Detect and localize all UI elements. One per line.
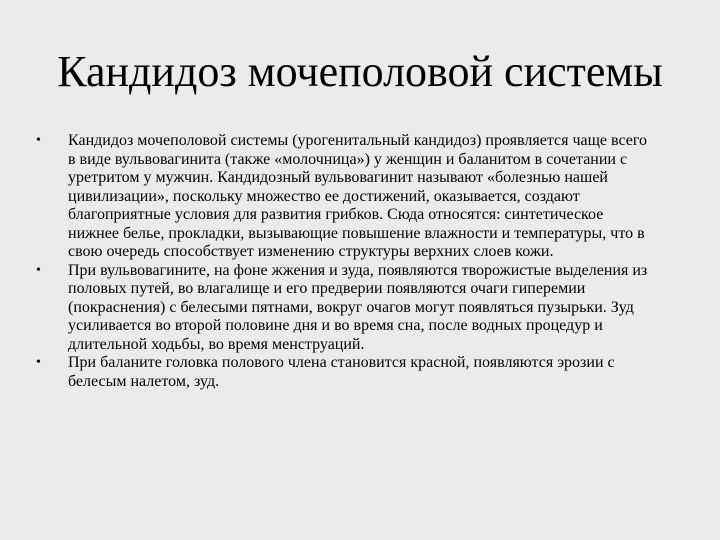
bullet-list [36,132,656,391]
bullet-text: При вульвовагините, на фоне жжения и зуда, появляются творожистые выделения из половых путей, во влагалище и его предверии появляются очаги гиперемии (покраснения) с белесыми пятнами, вокруг очагов могут появляться пузырьки. Зуд усиливается во второй половине дня и во время сна, после водных процедур и длительной ходьбы, во время менструаций. [68,261,648,353]
bullet-icon: • [36,133,41,148]
bullet-item [36,132,656,262]
bullet-icon: • [36,355,41,370]
bullet-text: При баланите головка полового члена становится красной, появляются эрозии с белесым налетом, зуд. [68,354,615,390]
slide-title: Кандидоз мочеполовой системы [57,47,663,96]
bullet-item [36,354,656,391]
bullet-icon: • [36,262,41,278]
bullet-item [36,262,656,355]
bullet-text: Кандидоз мочеполовой системы (урогенитальный кандидоз) проявляется чаще всего в виде вульвовагинита (также «молочница») у женщин и баланитом в сочетании с уретритом у мужчин. Кандидозный вульвовагинит называют «болезнью нашей цивилизации», поскольку множество ее достижений, оказывается, создают благоприятные условия для развития грибков. Сюда относятся: синтетическое нижнее белье, прокладки, вызывающие повышение влажности и температуры, что в свою очередь способствует изменению структуры верхних слоев кожи. [68,132,648,260]
